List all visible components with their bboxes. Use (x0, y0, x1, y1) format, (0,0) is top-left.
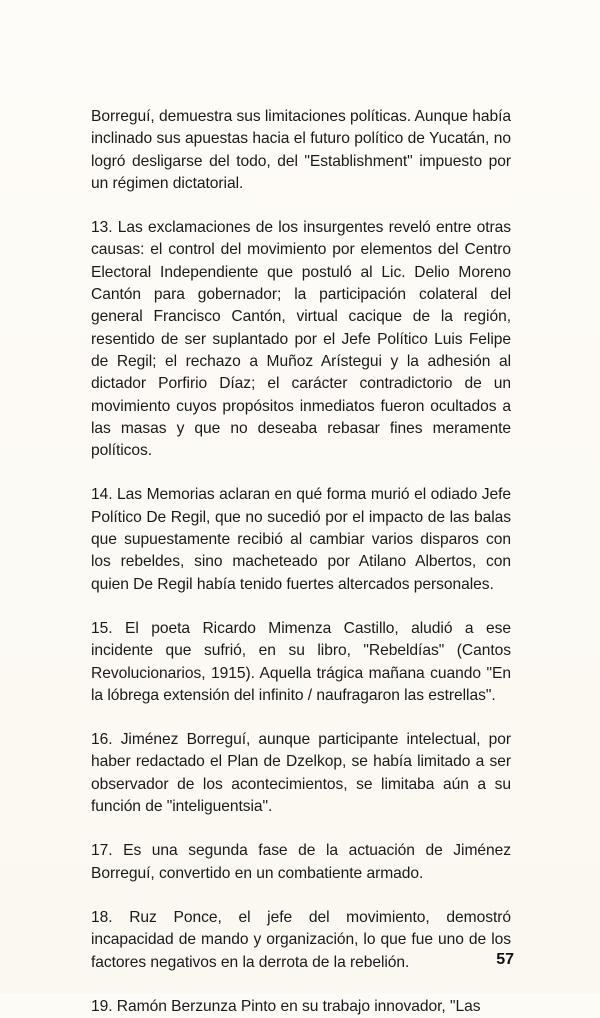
note-16: 16. Jiménez Borreguí, aunque participante intelectual, por haber redactado el Plan de Dzelkop, se había limitado a ser observador de los acontecimientos, se limitaba aún a su función de "inteliguentsia". (91, 731, 511, 816)
note-17: 17. Es una segunda fase de la actuación de Jiménez Borreguí, convertido en un combatiente armado. (91, 842, 511, 882)
note-14: 14. Las Memorias aclaran en qué forma murió el odiado Jefe Político De Regil, que no sucedió por el impacto de las balas que supuestamente recibió al cambiar varios disparos con los rebeldes, sino macheteado por Atilano Albertos, con quien De Regil había tenido fuertes altercados personales. (91, 486, 511, 593)
note-15: 15. El poeta Ricardo Mimenza Castillo, aludió a ese incidente que sufrió, en su libro, "Rebeldías" (Cantos Revolucionarios, 1915). Aquella trágica mañana cuando "En la lóbrega extensión del infinito / naufragaron las estrellas". (91, 619, 511, 704)
note-paragraph-continued: Borreguí, demuestra sus limitaciones políticas. Aunque había inclinado sus apuestas hacia el futuro político de Yucatán, no logró desligarse del todo, del "Establishment" impuesto por un régimen dictatorial. (91, 108, 512, 192)
page-number: 57 (496, 951, 514, 968)
note-18: 18. Ruz Ponce, el jefe del movimiento, demostró incapacidad de mando y organización, lo que fue uno de los factores negativos en la derrota de la rebelión. (91, 908, 511, 971)
note-19: 19. Ramón Berzunza Pinto en su trabajo innovador, "Las (91, 997, 481, 1015)
notes-text-block (91, 106, 511, 1018)
note-13: 13. Las exclamaciones de los insurgentes reveló entre otras causas: el control del movimiento por elementos del Centro Electoral Independiente que postuló al Lic. Delio Moreno Cantón para gobernador; la participación colateral del general Francisco Cantón, virtual cacique de la región, resentido de ser suplantado por el Jefe Político Luis Felipe de Regil; el rechazo a Muñoz Arístegui y la adhesión al dictador Porfirio Díaz; el carácter contradictorio de un movimiento cuyos propósitos inmediatos fueron ocultados a las masas y que no deseaba rebasar fines meramente políticos. (91, 219, 511, 460)
